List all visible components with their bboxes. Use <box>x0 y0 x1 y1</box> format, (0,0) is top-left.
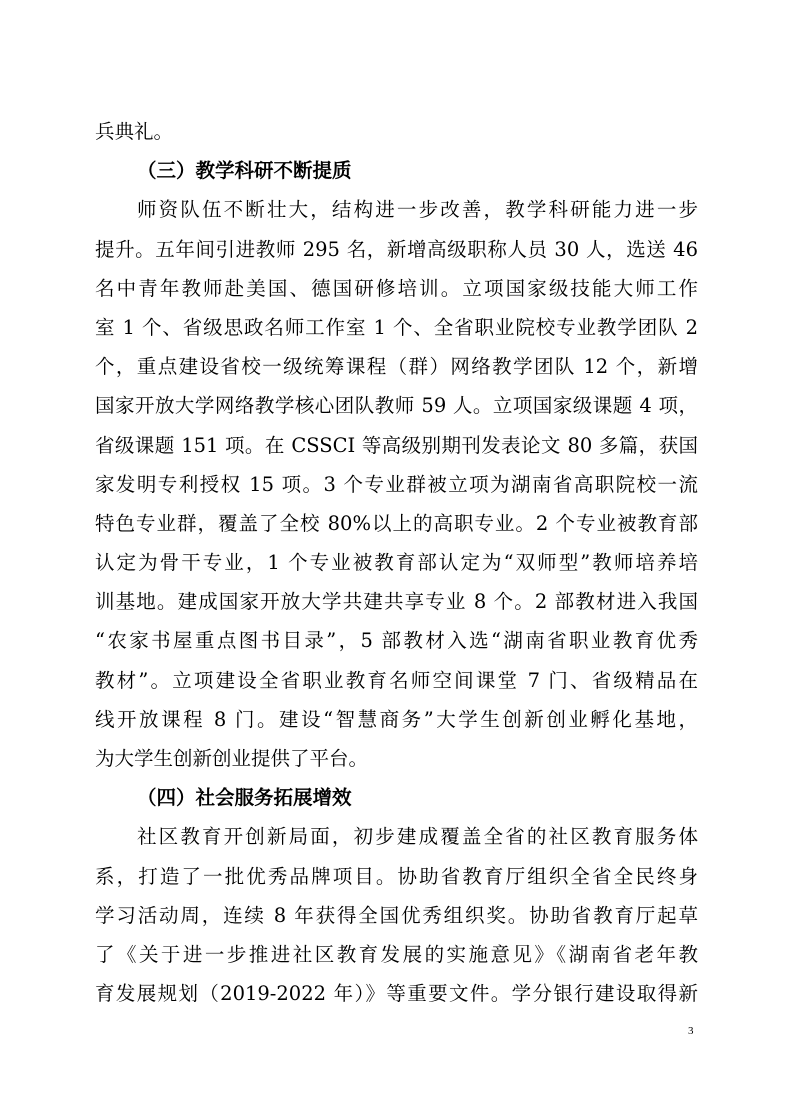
text-line: 家发明专利授权 15 项。3 个专业群被立项为湖南省高职院校一流 <box>95 472 698 496</box>
text-line: 教材”。立项建设全省职业教育名师空间课堂 7 门、省级精品在 <box>95 668 698 692</box>
section-heading: （四）社会服务拓展增效 <box>137 786 352 810</box>
text-line: 为大学生创新创业提供了平台。 <box>95 747 369 770</box>
text-line: 了《关于进一步推进社区教育发展的实施意见》《湖南省老年教 <box>95 942 698 966</box>
text-line: 学习活动周，连续 8 年获得全国优秀组织奖。协助省教育厅起草 <box>95 903 698 927</box>
text-line: 室 1 个、省级思政名师工作室 1 个、全省职业院校专业教学团队 2 <box>95 315 698 339</box>
section-heading: （三）教学科研不断提质 <box>137 159 352 183</box>
text-line: 提升。五年间引进教师 295 名，新增高级职称人员 30 人，选送 46 <box>95 237 698 261</box>
text-line: 认定为骨干专业，1 个专业被教育部认定为“双师型”教师培养培 <box>95 551 698 575</box>
paragraph-first-line: 社区教育开创新局面，初步建成覆盖全省的社区教育服务体 <box>137 825 698 849</box>
text-line: 育发展规划（2019-2022 年）》等重要文件。学分银行建设取得新 <box>95 982 698 1006</box>
paragraph-first-line: 师资队伍不断壮大，结构进一步改善，教学科研能力进一步 <box>137 198 698 222</box>
text-line: 训基地。建成国家开放大学共建共享专业 8 个。2 部教材进入我国 <box>95 590 698 614</box>
text-line: 系，打造了一批优秀品牌项目。协助省教育厅组织全省全民终身 <box>95 864 698 888</box>
page-number: 3 <box>688 1025 694 1037</box>
text-line: 国家开放大学网络教学核心团队教师 59 人。立项国家级课题 4 项， <box>95 394 698 418</box>
text-line: 线开放课程 8 门。建设“智慧商务”大学生创新创业孵化基地， <box>95 707 698 731</box>
body-text <box>95 112 698 1013</box>
text-line: 个，重点建设省校一级统筹课程（群）网络教学团队 12 个，新增 <box>95 355 698 379</box>
text-line: 省级课题 151 项。在 CSSCI 等高级别期刊发表论文 80 多篇，获国 <box>95 433 698 457</box>
text-line: 兵典礼。 <box>95 120 174 143</box>
text-line: “农家书屋重点图书目录”，5 部教材入选“湖南省职业教育优秀 <box>95 629 698 653</box>
text-line: 名中青年教师赴美国、德国研修培训。立项国家级技能大师工作 <box>95 276 698 300</box>
text-line: 特色专业群，覆盖了全校 80%以上的高职专业。2 个专业被教育部 <box>95 511 698 535</box>
